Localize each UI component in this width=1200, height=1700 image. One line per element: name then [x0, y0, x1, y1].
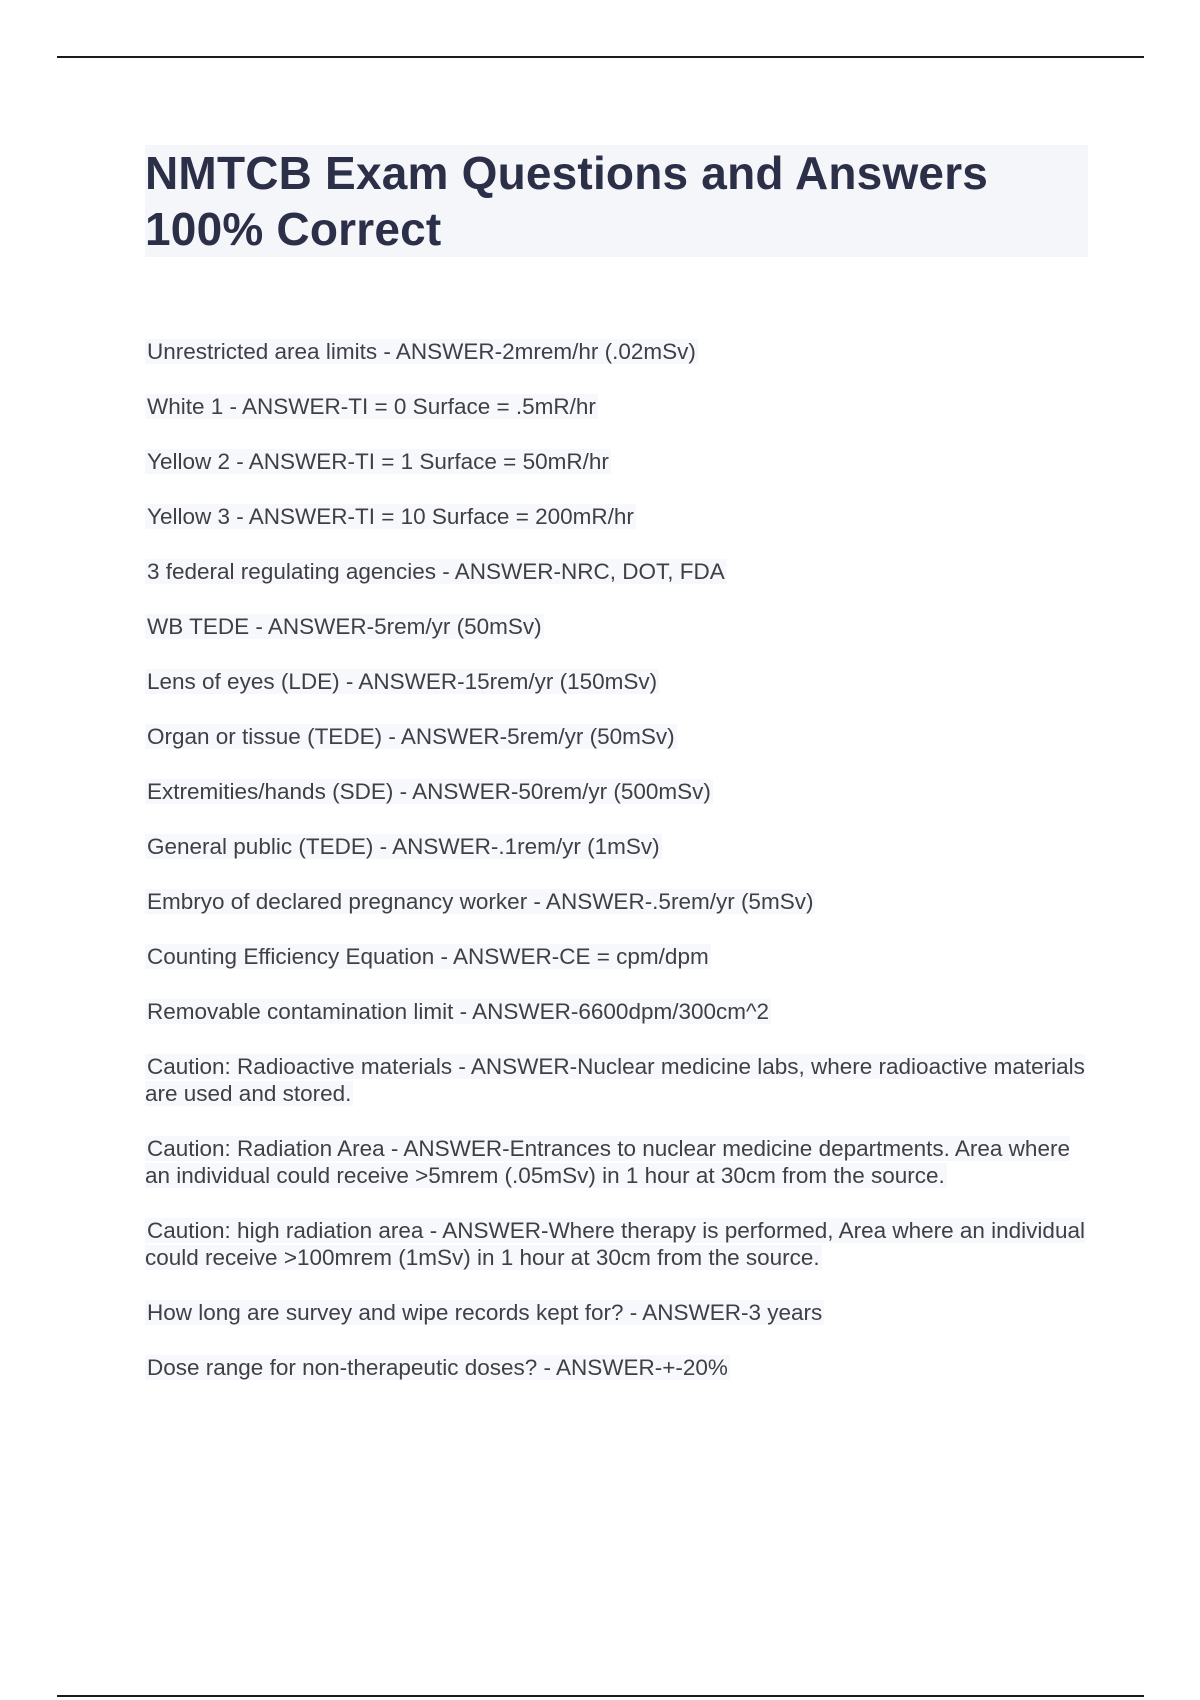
qa-item	[145, 338, 1085, 365]
qa-text: Caution: high radiation area - ANSWER-Where therapy is performed, Area where an individual could receive >100mrem (1mSv) in 1 hour at 30cm from the source.	[145, 1218, 1085, 1270]
qa-item	[145, 613, 1085, 640]
bottom-divider	[57, 1695, 1144, 1697]
qa-text: Yellow 2 - ANSWER-TI = 1 Surface = 50mR/hr	[147, 449, 609, 474]
page-title-line-2: 100% Correct	[145, 203, 442, 255]
qa-item	[145, 1217, 1085, 1271]
qa-item	[145, 1135, 1085, 1189]
qa-text: Lens of eyes (LDE) - ANSWER-15rem/yr (150mSv)	[147, 669, 658, 694]
qa-text: Yellow 3 - ANSWER-TI = 10 Surface = 200mR/hr	[147, 504, 634, 529]
qa-text: General public (TEDE) - ANSWER-.1rem/yr (1mSv)	[147, 834, 660, 859]
qa-item	[145, 448, 1085, 475]
qa-item	[145, 778, 1085, 805]
qa-item	[145, 1299, 1085, 1326]
qa-item	[145, 833, 1085, 860]
qa-text: Caution: Radiation Area - ANSWER-Entrances to nuclear medicine departments. Area where an individual could receive >5mrem (.05mSv) in 1 hour at 30cm from the source.	[145, 1136, 1070, 1188]
qa-text: Extremities/hands (SDE) - ANSWER-50rem/yr (500mSv)	[147, 779, 711, 804]
qa-text: 3 federal regulating agencies - ANSWER-NRC, DOT, FDA	[147, 559, 725, 584]
qa-text: Embryo of declared pregnancy worker - ANSWER-.5rem/yr (5mSv)	[147, 889, 814, 914]
page-title	[145, 145, 1088, 257]
qa-text: Organ or tissue (TEDE) - ANSWER-5rem/yr (50mSv)	[147, 724, 675, 749]
qa-item	[145, 998, 1085, 1025]
qa-text: Caution: Radioactive materials - ANSWER-Nuclear medicine labs, where radioactive materials are used and stored.	[145, 1054, 1085, 1106]
qa-item	[145, 1053, 1085, 1107]
qa-item	[145, 503, 1085, 530]
qa-item	[145, 393, 1085, 420]
qa-text: White 1 - ANSWER-TI = 0 Surface = .5mR/hr	[147, 394, 596, 419]
question-answer-list	[145, 338, 1085, 1409]
qa-item	[145, 723, 1085, 750]
qa-item	[145, 943, 1085, 970]
qa-item	[145, 1354, 1085, 1381]
page-title-line-1: NMTCB Exam Questions and Answers	[145, 147, 989, 199]
qa-text: Counting Efficiency Equation - ANSWER-CE = cpm/dpm	[147, 944, 709, 969]
qa-item	[145, 668, 1085, 695]
qa-text: WB TEDE - ANSWER-5rem/yr (50mSv)	[147, 614, 542, 639]
qa-text: How long are survey and wipe records kept for? - ANSWER-3 years	[147, 1300, 823, 1325]
qa-item	[145, 888, 1085, 915]
qa-text: Removable contamination limit - ANSWER-6600dpm/300cm^2	[147, 999, 770, 1024]
top-divider	[57, 56, 1144, 58]
qa-text: Unrestricted area limits - ANSWER-2mrem/hr (.02mSv)	[147, 339, 696, 364]
qa-text: Dose range for non-therapeutic doses? - ANSWER-+-20%	[147, 1355, 728, 1380]
title-block	[145, 145, 1088, 257]
qa-item	[145, 558, 1085, 585]
